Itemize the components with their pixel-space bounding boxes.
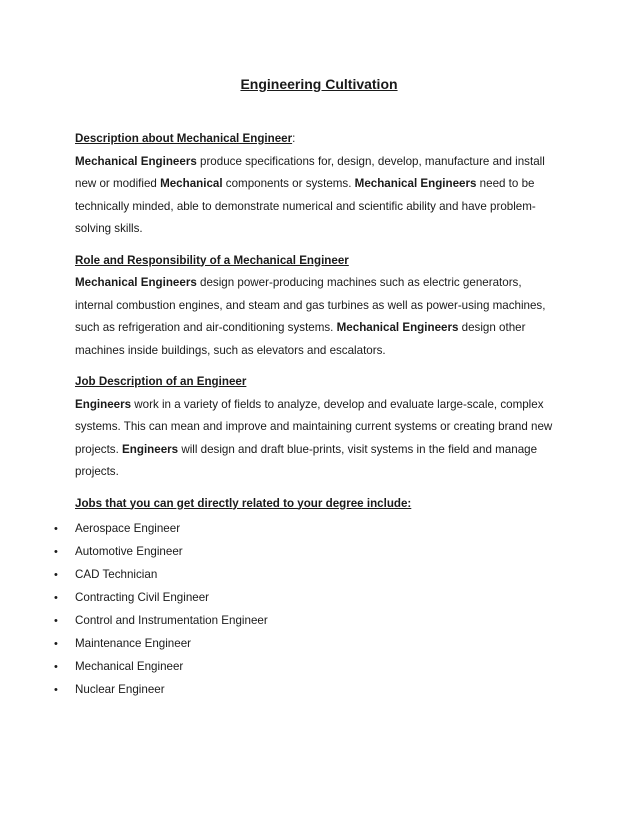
list-item [54, 518, 555, 541]
run: produce specifications for, design, develop, manufacture and install new or modified [75, 154, 545, 190]
list-item [54, 633, 555, 656]
job-title: Aerospace Engineer [75, 522, 181, 535]
list-item [54, 610, 555, 633]
section-paragraph-role [75, 272, 555, 362]
job-title: Contracting Civil Engineer [75, 591, 210, 604]
bullet-icon: • [54, 615, 58, 627]
run: need to be technically minded, able to demonstrate numerical and scientific ability and have problem-solving skills. [75, 177, 536, 235]
run: Mechanical Engineers [75, 154, 197, 168]
job-title: Maintenance Engineer [75, 637, 192, 650]
job-title: Nuclear Engineer [75, 683, 165, 696]
list-item [54, 656, 555, 679]
jobs-heading: Jobs that you can get directly related to your degree include: [75, 496, 412, 510]
run: Mechanical Engineers [354, 177, 477, 190]
list-item [54, 587, 555, 610]
run: Engineers [75, 397, 132, 411]
bullet-icon: • [54, 638, 58, 650]
section-heading-colon: : [292, 132, 296, 145]
section-paragraph-job-description [75, 394, 555, 484]
run: work in a variety of fields to analyze, develop and evaluate large-scale, complex systems. This can mean and improve and maintaining current systems or creating brand new projects. [75, 397, 553, 456]
bullet-icon: • [54, 523, 58, 535]
job-title: Mechanical Engineer [75, 660, 184, 673]
document-body [54, 128, 555, 702]
bullet-icon: • [54, 592, 58, 604]
job-title: CAD Technician [75, 568, 158, 581]
run: Engineers [122, 442, 179, 456]
run: Mechanical Engineers [336, 321, 459, 334]
job-title: Control and Instrumentation Engineer [75, 614, 268, 627]
run: will design and draft blue-prints, visit systems in the field and manage projects. [75, 442, 538, 478]
page-title: Engineering Cultivation [240, 76, 398, 92]
list-item [54, 541, 555, 564]
run: design power-producing machines such as electric generators, internal combustion engines, and steam and gas turbines as well as power-using machines, such as refrigeration and air-conditioning systems. [75, 276, 546, 334]
run: design other machines inside buildings, such as elevators and escalators. [75, 321, 526, 357]
section-heading-job-description: Job Description of an Engineer [75, 375, 247, 388]
bullet-icon: • [54, 661, 58, 673]
bullet-icon: • [54, 684, 58, 696]
section-paragraph-description [75, 151, 555, 241]
section-heading-role: Role and Responsibility of a Mechanical Engineer [75, 253, 349, 267]
job-title: Automotive Engineer [75, 545, 183, 558]
list-item [54, 679, 555, 702]
jobs-list [54, 518, 555, 702]
run: components or systems. [222, 177, 355, 190]
run: Mechanical [160, 177, 223, 190]
section-heading-description [75, 128, 555, 151]
run: Mechanical Engineers [75, 276, 197, 289]
list-item [54, 564, 555, 587]
section-heading-text: Description about Mechanical Engineer [75, 132, 293, 145]
bullet-icon: • [54, 569, 58, 581]
bullet-icon: • [54, 546, 58, 558]
